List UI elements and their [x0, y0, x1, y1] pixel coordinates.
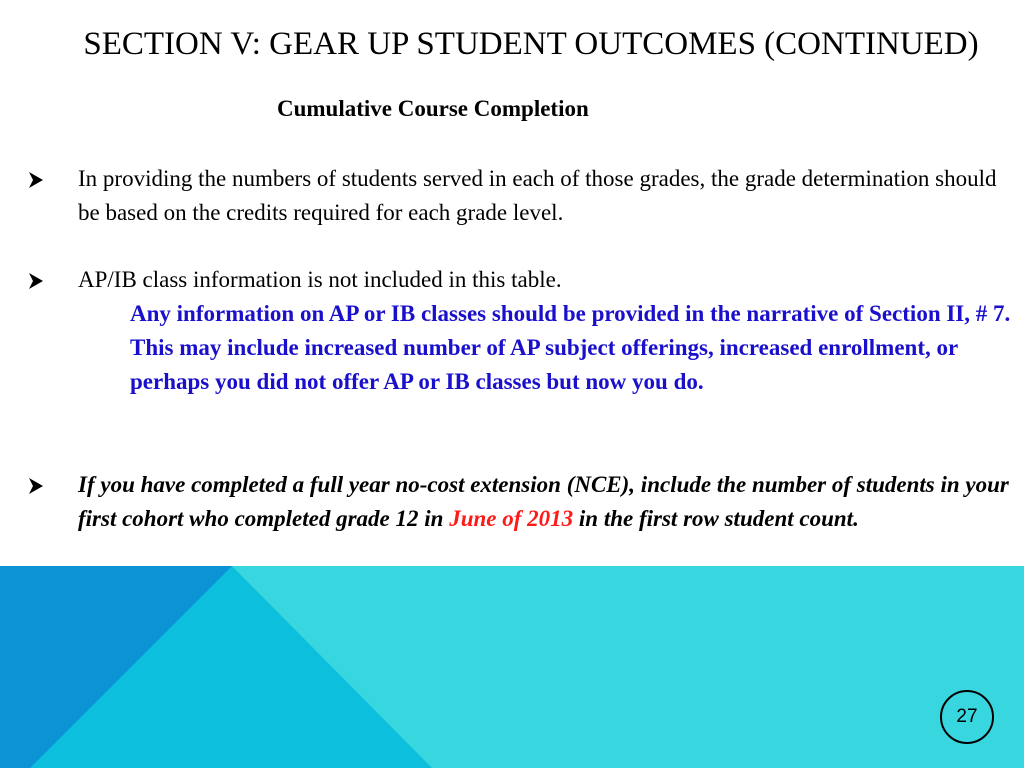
bullet-text: AP/IB class information is not included in this table.	[78, 267, 562, 292]
arrowhead-bullet-icon	[28, 162, 68, 188]
arrowhead-bullet-icon	[28, 263, 68, 289]
bullet-item-nce	[28, 468, 1018, 536]
arrowhead-bullet-icon	[28, 468, 68, 494]
decorative-footer-band	[0, 566, 1024, 768]
nce-date-highlight: June of 2013	[449, 506, 574, 531]
bullet-item-ap-ib	[28, 263, 1018, 297]
nce-text-after: in the first row student count.	[573, 506, 859, 531]
nce-text-before: If you have completed a full year no-cost extension (NCE), include the number of students in your first cohort who completed grade 12 in	[78, 472, 1009, 531]
bullet-text: In providing the numbers of students served in each of those grades, the grade determination should be based on the credits required for each grade level.	[78, 166, 997, 225]
page-number-badge: 27	[940, 690, 994, 744]
section-subtitle: Cumulative Course Completion	[277, 96, 589, 121]
bullet-text	[78, 468, 1018, 536]
bullet-item-grade-determination	[28, 162, 1018, 230]
ap-ib-note: Any information on AP or IB classes should be provided in the narrative of Section II, # 7. This may include increased number of AP subject offerings, increased enrollment, or perhaps you did not offer AP or IB classes but now you do.	[130, 301, 1011, 394]
slide-title: SECTION V: GEAR UP STUDENT OUTCOMES (CONTINUED)	[83, 26, 979, 62]
